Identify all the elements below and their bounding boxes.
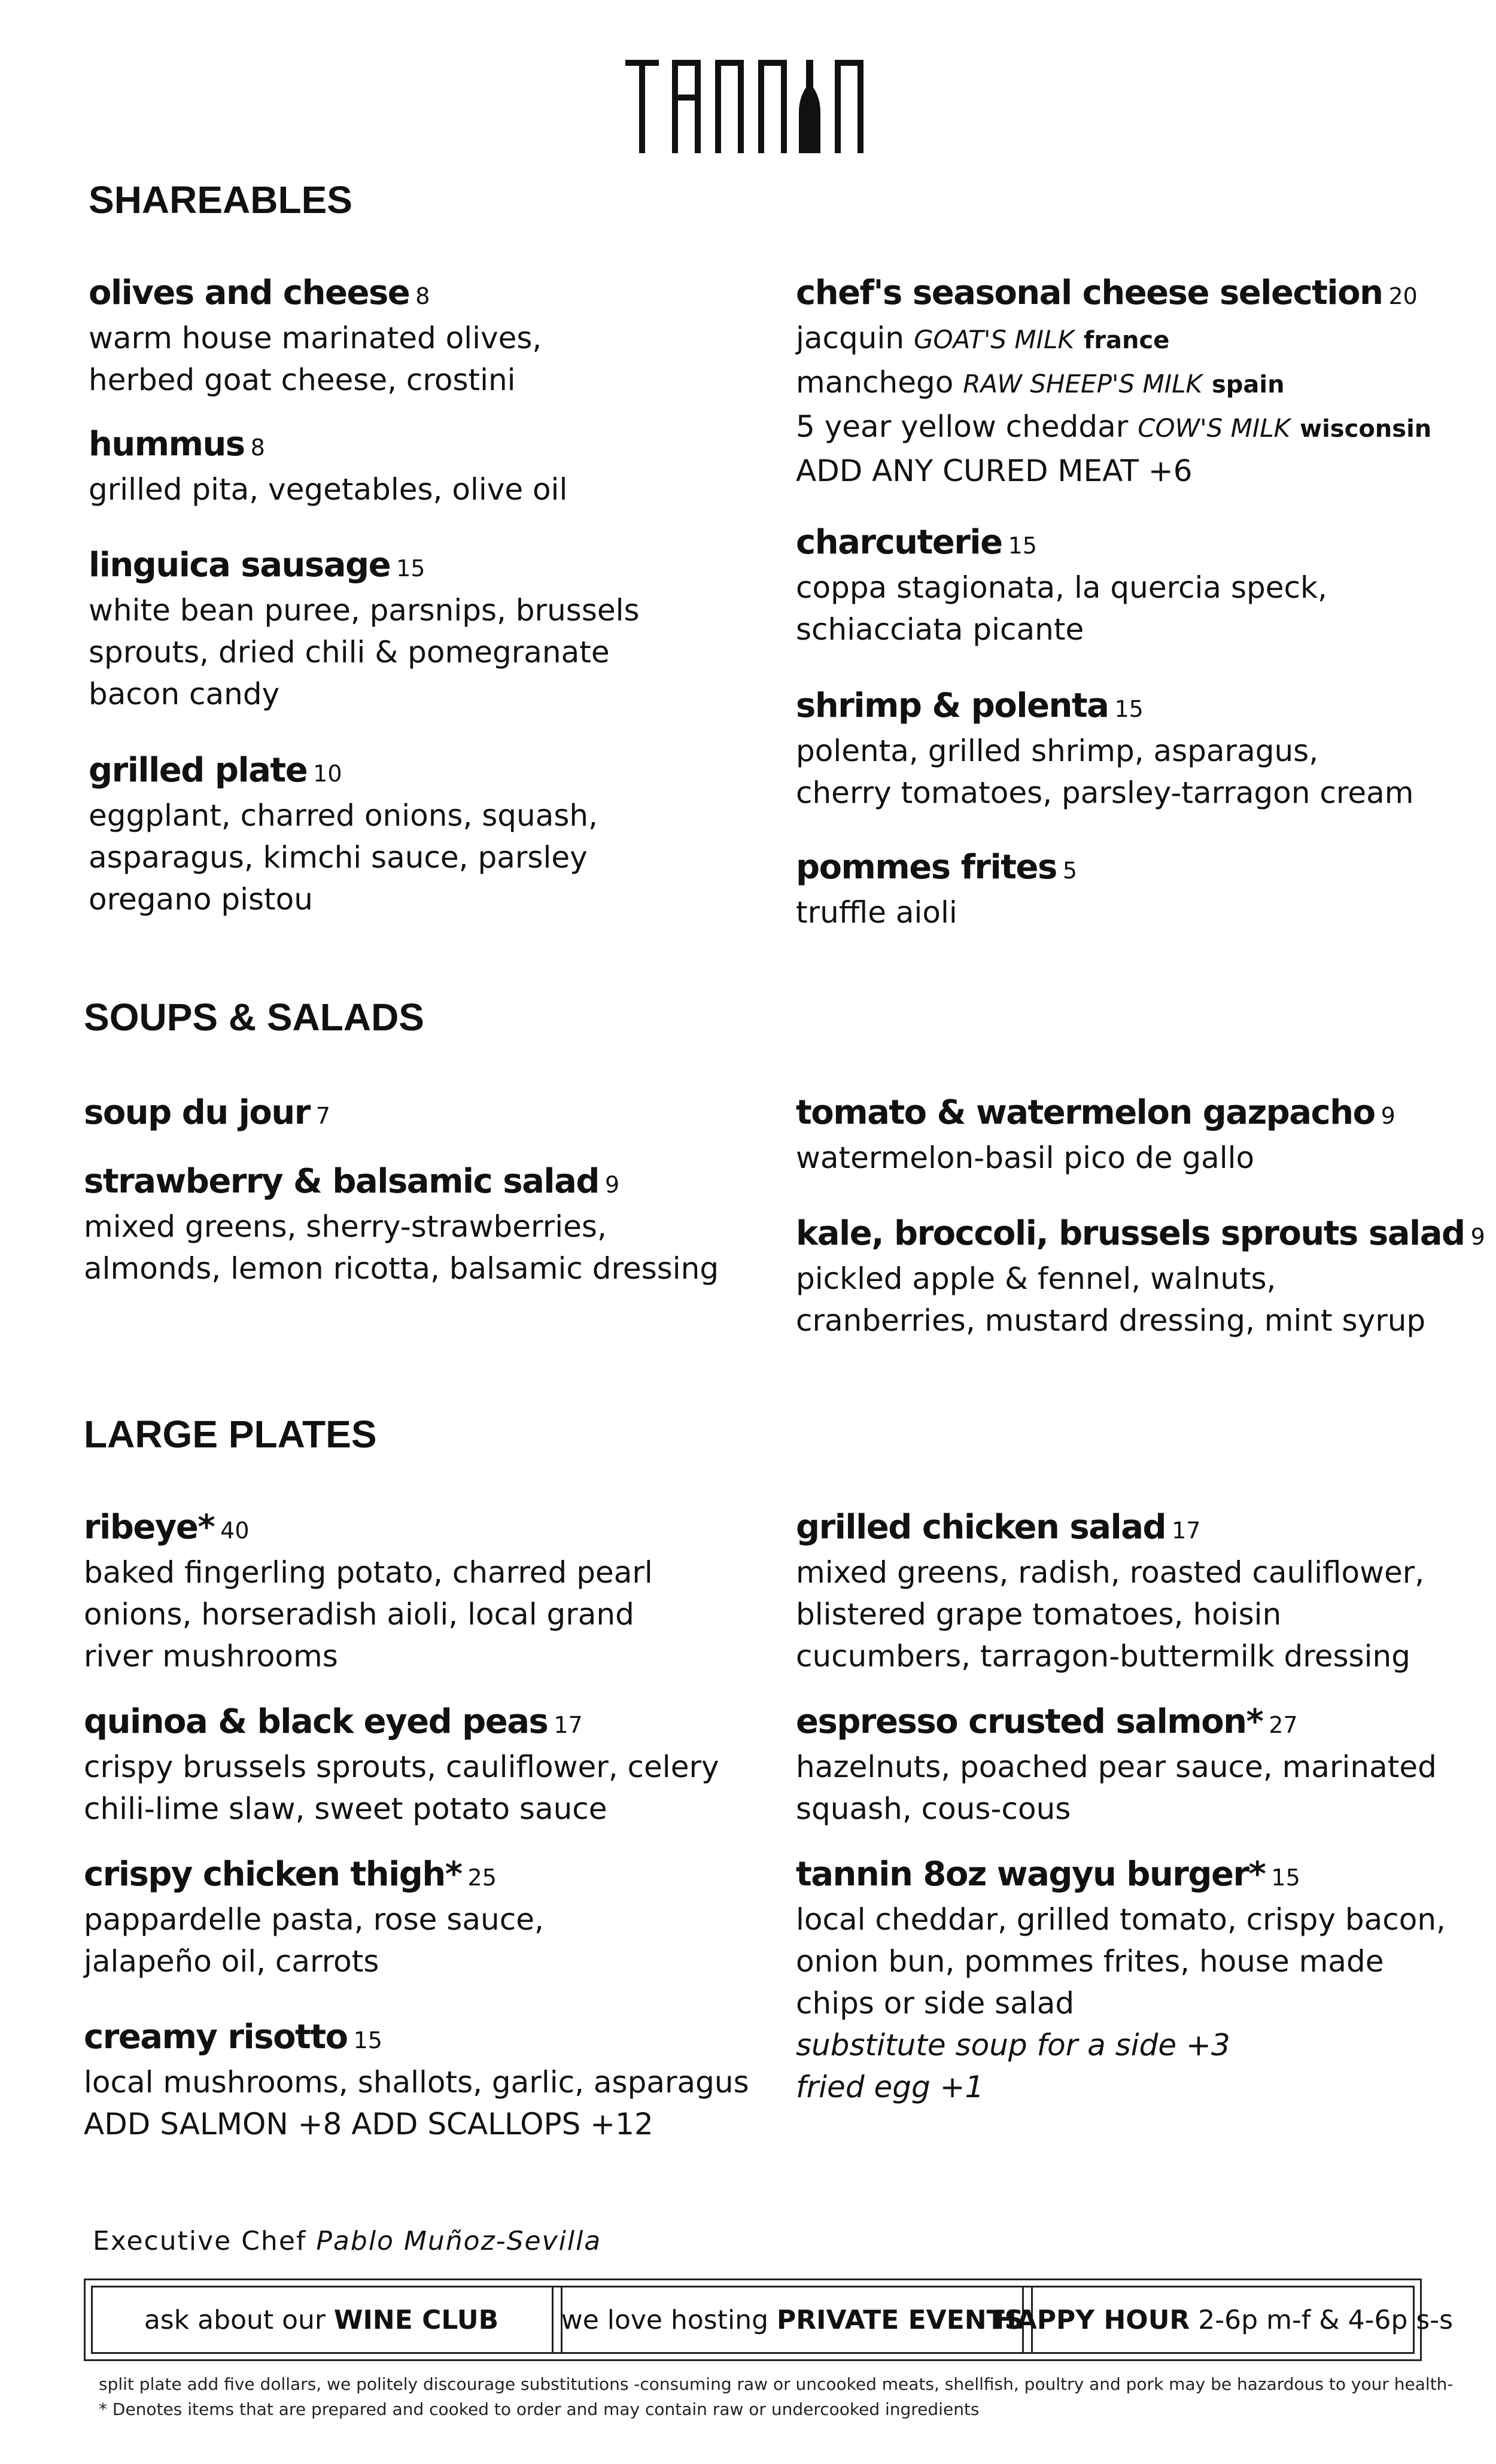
- item-description: eggplant, charred onions, squash,: [89, 798, 598, 833]
- menu-item-hummus: [89, 424, 747, 510]
- menu-item-quinoa-black-eyed-peas: [84, 1701, 742, 1830]
- item-price: 17: [1172, 1517, 1201, 1544]
- item-price: 15: [1008, 533, 1037, 559]
- menu-item-pommes-frites: [796, 847, 1454, 933]
- item-description: hazelnuts, poached pear sauce, marinated: [796, 1750, 1437, 1784]
- item-description: onion bun, pommes frites, house made: [796, 1944, 1384, 1979]
- item-description: oregano pistou: [89, 882, 313, 917]
- item-description: local cheddar, grilled tomato, crispy bacon,: [796, 1902, 1446, 1937]
- section-title-soups-salads: SOUPS & SALADS: [84, 996, 424, 1039]
- item-description: cherry tomatoes, parsley-tarragon cream: [796, 775, 1414, 810]
- item-price: 15: [396, 555, 425, 582]
- item-description: ADD SALMON +8 ADD SCALLOPS +12: [84, 2107, 653, 2141]
- wine-club-prefix: ask about our: [144, 2304, 326, 2335]
- item-description: mixed greens, sherry-strawberries,: [84, 1209, 607, 1244]
- fine-print-substitutions: split plate add five dollars, we politely discourage substitutions -consuming raw or uncooked meats, shellfish, poultry and pork may be hazardous to your health-: [99, 2374, 1454, 2394]
- item-name: espresso crusted salmon*: [796, 1702, 1263, 1741]
- item-name: kale, broccoli, brussels sprouts salad: [796, 1214, 1465, 1253]
- item-name: linguica sausage: [89, 546, 391, 585]
- item-description: cranberries, mustard dressing, mint syrup: [796, 1303, 1426, 1338]
- cheese-origin: wisconsin: [1300, 415, 1432, 443]
- menu-item-kale-salad: [796, 1213, 1485, 1341]
- item-description: chips or side salad: [796, 1986, 1075, 2021]
- item-price: 10: [313, 761, 342, 787]
- cheese-name: manchego: [796, 365, 954, 400]
- menu-item-grilled-chicken-salad: [796, 1507, 1454, 1677]
- item-description: cucumbers, tarragon-buttermilk dressing: [796, 1639, 1410, 1674]
- wine-club-callout: [91, 2286, 552, 2354]
- item-name: tomato & watermelon gazpacho: [796, 1093, 1375, 1132]
- item-description: local mushrooms, shallots, garlic, asparagus: [84, 2065, 749, 2100]
- item-price: 9: [1381, 1103, 1395, 1129]
- happy-hour-times: 2-6p m-f & 4-6p s-s: [1198, 2304, 1454, 2335]
- item-description: watermelon-basil pico de gallo: [796, 1140, 1255, 1175]
- item-name: pommes frites: [796, 848, 1057, 887]
- item-description: chili-lime slaw, sweet potato sauce: [84, 1791, 607, 1826]
- item-description: mixed greens, radish, roasted cauliflower,: [796, 1555, 1425, 1590]
- item-name: grilled plate: [89, 751, 308, 790]
- item-description: almonds, lemon ricotta, balsamic dressing: [84, 1251, 719, 1286]
- item-name: quinoa & black eyed peas: [84, 1702, 548, 1741]
- tannin-logo: [625, 60, 877, 156]
- item-description: grilled pita, vegetables, olive oil: [89, 472, 568, 507]
- item-description: truffle aioli: [796, 895, 957, 930]
- info-banner: [84, 2279, 1454, 2361]
- item-description: bacon candy: [89, 677, 280, 711]
- item-price: 8: [415, 283, 430, 309]
- executive-chef-credit: [93, 2226, 601, 2256]
- menu-item-soup-du-jour: [84, 1092, 742, 1137]
- item-price: 15: [353, 2027, 382, 2054]
- private-events-label: PRIVATE EVENTS: [777, 2304, 1024, 2335]
- item-price: 40: [220, 1517, 250, 1544]
- menu-item-linguica-sausage: [89, 544, 747, 715]
- milk-type: GOAT'S MILK: [913, 325, 1074, 354]
- item-description: sprouts, dried chili & pomegranate: [89, 635, 610, 670]
- menu-item-strawberry-balsamic-salad: [84, 1161, 742, 1289]
- item-note: fried egg +1: [796, 2070, 984, 2104]
- item-description: coppa stagionata, la quercia speck,: [796, 570, 1327, 605]
- menu-item-ribeye: [84, 1507, 742, 1677]
- item-description: jalapeño oil, carrots: [84, 1944, 379, 1979]
- section-title-shareables: SHAREABLES: [89, 178, 352, 221]
- item-description: pickled apple & fennel, walnuts,: [796, 1261, 1276, 1296]
- milk-type: COW'S MILK: [1138, 413, 1291, 443]
- cheese-row: [796, 317, 1454, 361]
- item-name: tannin 8oz wagyu burger*: [796, 1855, 1266, 1894]
- menu-item-olives-and-cheese: [89, 272, 747, 401]
- item-description: herbed goat cheese, crostini: [89, 363, 516, 397]
- item-price: 7: [315, 1103, 331, 1129]
- section-title-large-plates: LARGE PLATES: [84, 1413, 377, 1456]
- item-price: 9: [605, 1172, 620, 1198]
- happy-hour-label: HAPPY HOUR: [994, 2304, 1190, 2335]
- item-price: 20: [1388, 283, 1418, 309]
- menu-item-gazpacho: [796, 1092, 1454, 1179]
- item-name: creamy risotto: [84, 2018, 348, 2057]
- cheese-origin: france: [1083, 327, 1170, 354]
- item-description: schiacciata picante: [796, 612, 1084, 647]
- item-name: shrimp & polenta: [796, 686, 1109, 725]
- item-description: asparagus, kimchi sauce, parsley: [89, 840, 588, 875]
- menu-item-espresso-crusted-salmon: [796, 1701, 1454, 1830]
- menu-item-crispy-chicken-thigh: [84, 1854, 742, 1982]
- private-events-prefix: we love hosting: [561, 2304, 769, 2335]
- milk-type: RAW SHEEP'S MILK: [963, 369, 1203, 399]
- item-price: 15: [1271, 1864, 1300, 1891]
- item-price: 9: [1470, 1224, 1485, 1250]
- item-description: baked fingerling potato, charred pearl: [84, 1555, 653, 1590]
- item-name: soup du jour: [84, 1093, 310, 1132]
- chef-name: Pablo Muñoz-Sevilla: [316, 2226, 602, 2256]
- fine-print-raw-warning: * Denotes items that are prepared and cooked to order and may contain raw or undercooked ingredients: [99, 2399, 980, 2419]
- item-name: chef's seasonal cheese selection: [796, 273, 1383, 312]
- cheese-origin: spain: [1211, 371, 1285, 399]
- item-name: charcuterie: [796, 523, 1002, 562]
- item-name: crispy chicken thigh*: [84, 1855, 462, 1894]
- item-price: 17: [554, 1712, 583, 1738]
- item-name: olives and cheese: [89, 273, 410, 312]
- item-description: river mushrooms: [84, 1639, 338, 1674]
- item-price: 27: [1269, 1712, 1298, 1738]
- item-name: strawberry & balsamic salad: [84, 1162, 599, 1201]
- menu-item-wagyu-burger: [796, 1854, 1454, 2108]
- menu-item-creamy-risotto: [84, 2016, 749, 2145]
- happy-hour-callout: [994, 2286, 1454, 2354]
- item-note: substitute soup for a side +3: [796, 2028, 1230, 2063]
- item-description: pappardelle pasta, rose sauce,: [84, 1902, 544, 1937]
- menu-item-grilled-plate: [89, 750, 747, 920]
- menu-item-cheese-selection: [796, 272, 1454, 492]
- item-description: warm house marinated olives,: [89, 321, 542, 355]
- item-name: ribeye*: [84, 1508, 215, 1547]
- private-events-callout: [562, 2286, 1022, 2354]
- menu-item-charcuterie: [796, 522, 1454, 650]
- chef-label: Executive Chef: [93, 2226, 307, 2256]
- item-description: onions, horseradish aioli, local grand: [84, 1597, 634, 1632]
- cheese-name: jacquin: [796, 321, 905, 355]
- item-price: 25: [467, 1864, 497, 1891]
- item-addon: ADD ANY CURED MEAT +6: [796, 454, 1193, 488]
- item-description: blistered grape tomatoes, hoisin: [796, 1597, 1282, 1632]
- item-description: white bean puree, parsnips, brussels: [89, 593, 640, 628]
- item-name: hummus: [89, 425, 245, 464]
- item-name: grilled chicken salad: [796, 1508, 1166, 1547]
- item-description: crispy brussels sprouts, cauliflower, celery: [84, 1750, 719, 1784]
- item-description: squash, cous-cous: [796, 1791, 1071, 1826]
- item-description: polenta, grilled shrimp, asparagus,: [796, 734, 1319, 768]
- cheese-name: 5 year yellow cheddar: [796, 409, 1129, 444]
- wine-club-label: WINE CLUB: [334, 2304, 499, 2335]
- item-price: 8: [250, 434, 265, 461]
- cheese-row: [796, 361, 1454, 406]
- item-price: 5: [1062, 857, 1078, 884]
- item-price: 15: [1114, 696, 1144, 722]
- menu-item-shrimp-polenta: [796, 685, 1454, 814]
- cheese-row: [796, 406, 1454, 450]
